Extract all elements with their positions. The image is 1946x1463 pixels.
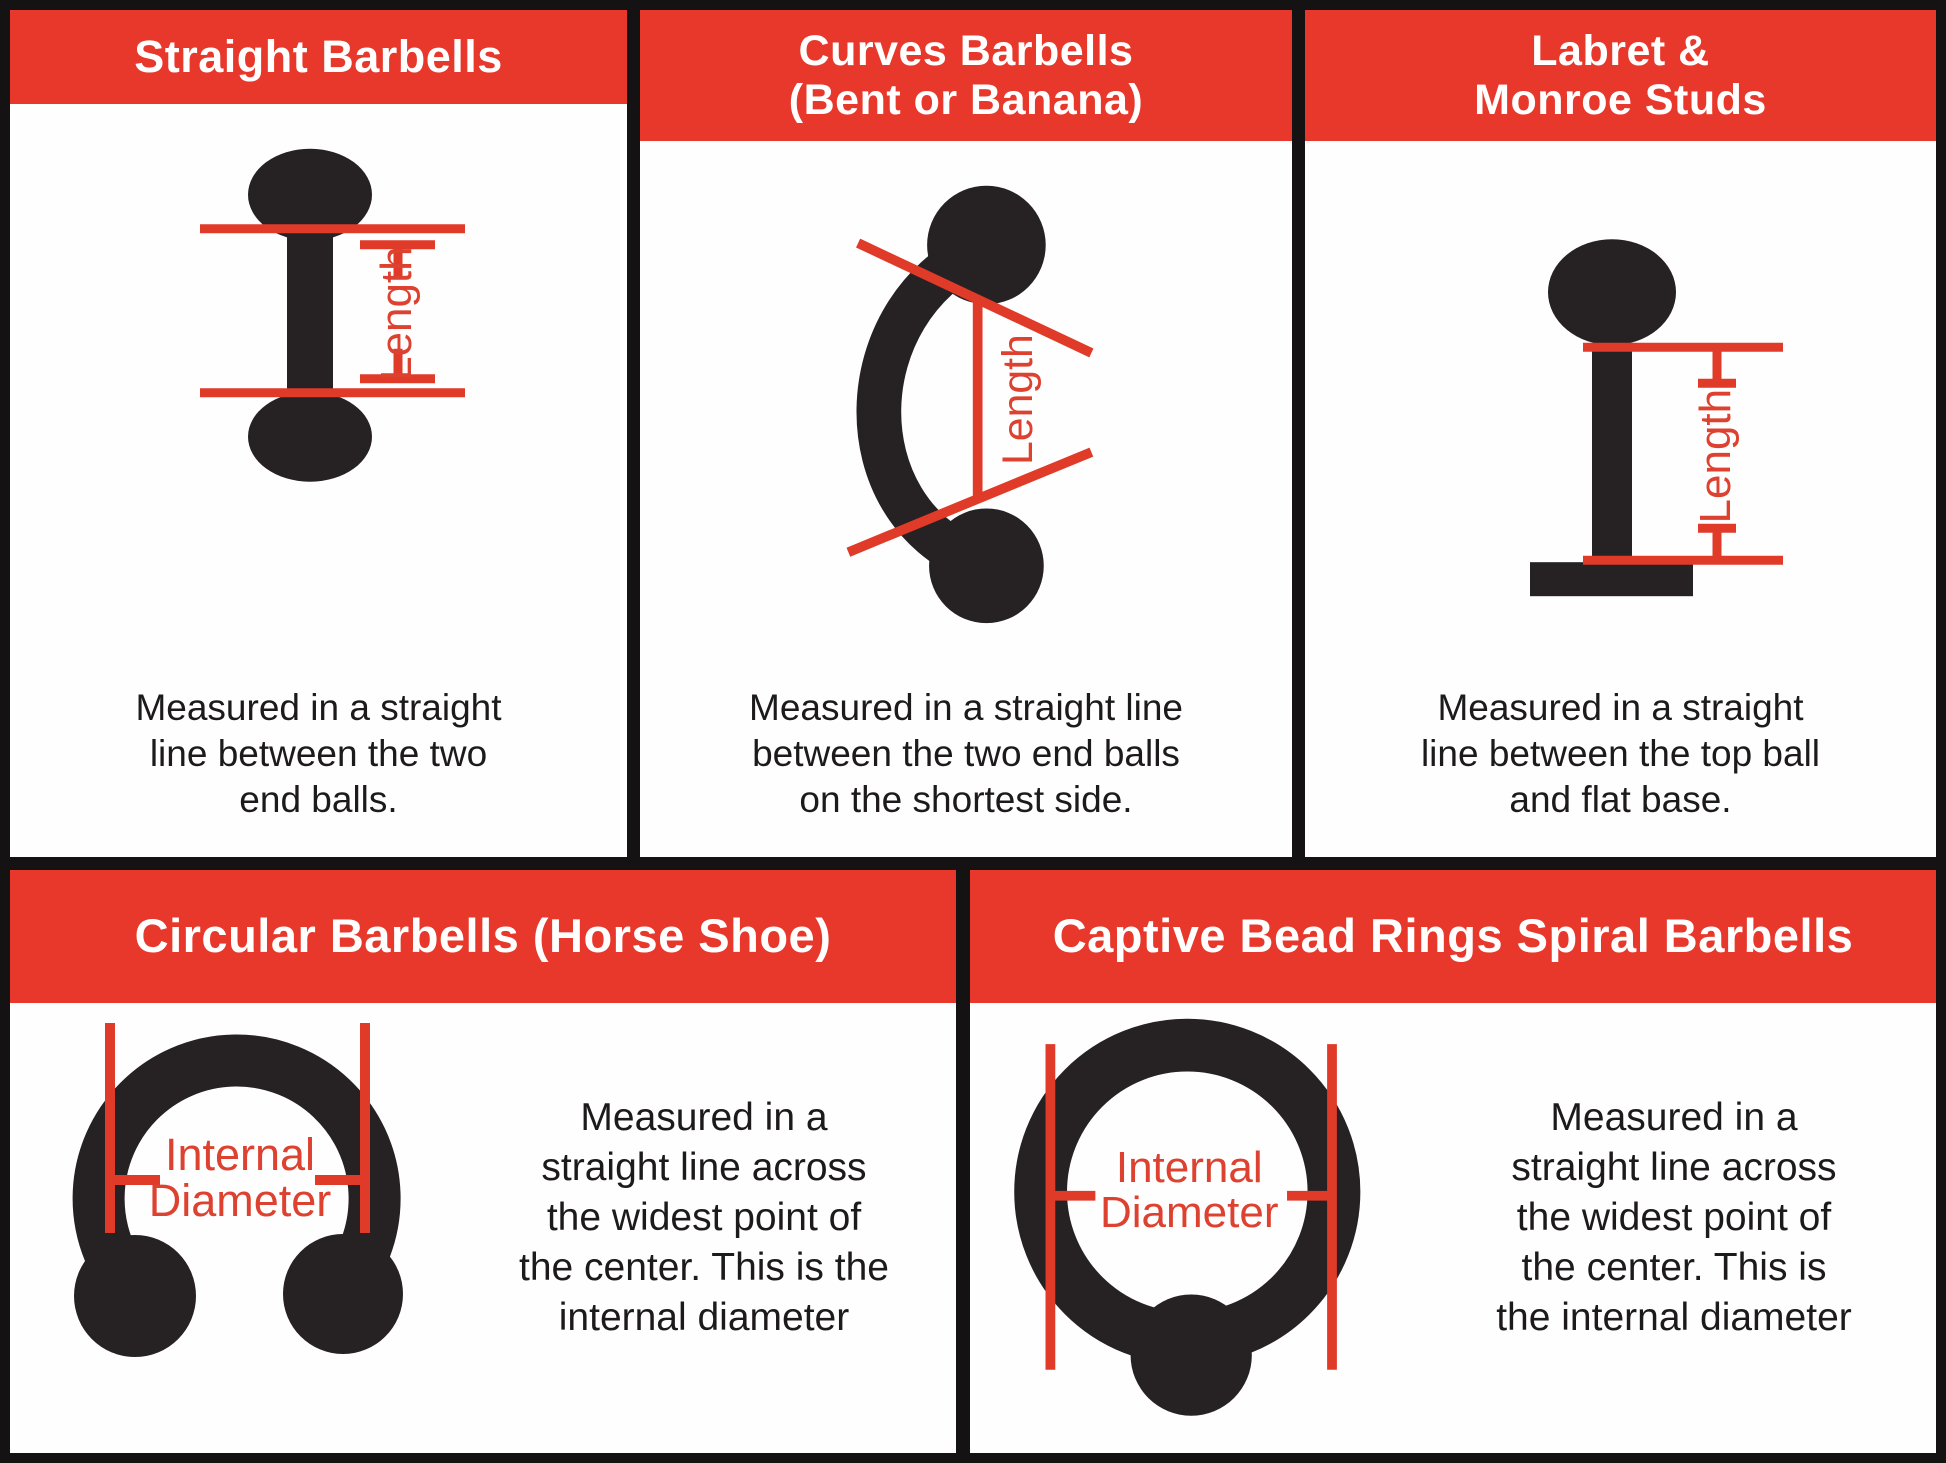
panel-description (1315, 685, 1926, 823)
flat-base (1530, 562, 1693, 596)
panel-title: Straight Barbells (134, 30, 503, 82)
internal-diameter-label-line2: Diameter (1099, 1188, 1279, 1238)
description-line: Measured in a straight (1437, 687, 1804, 729)
bead-ring-illustration (980, 1012, 1420, 1444)
straight-barbell-figure (10, 104, 627, 685)
panel-captive-bead-rings (970, 870, 1936, 1453)
left-ball (74, 1235, 196, 1357)
panel-body (10, 1003, 956, 1453)
panel-header (640, 10, 1292, 141)
description-line: on the shortest side. (799, 779, 1133, 821)
description-line: the center. This is the (519, 1245, 889, 1289)
captive-bead (1131, 1294, 1252, 1415)
description-line: Measured in a straight (135, 687, 502, 729)
internal-diameter-label-line1: Internal (1115, 1143, 1263, 1193)
horseshoe-figure (10, 1003, 470, 1453)
panel-circular-barbells (10, 870, 956, 1453)
length-label: Length (1691, 388, 1740, 524)
description-line: internal diameter (558, 1295, 850, 1339)
labret-stud-figure (1305, 141, 1936, 685)
panel-title-line1: Labret & (1531, 27, 1710, 76)
bottom-ball (248, 392, 372, 482)
top-ball (1548, 239, 1676, 345)
panel-header (10, 870, 956, 1003)
panel-header (1305, 10, 1936, 141)
panel-title: Circular Barbells (Horse Shoe) (134, 909, 832, 963)
internal-diameter-label-line2: Diameter (148, 1175, 332, 1226)
panel-description (470, 1003, 956, 1453)
description-line: Measured in a (1550, 1096, 1798, 1140)
length-label: Length (994, 334, 1043, 465)
description-line: end balls. (239, 779, 398, 821)
panel-description (650, 685, 1282, 823)
description-line: straight line across (1511, 1146, 1837, 1190)
top-row (10, 10, 1936, 857)
panel-title-line1: Curves Barbells (798, 27, 1134, 76)
description-line: line between the top ball (1420, 733, 1821, 775)
curved-barbell-figure (640, 141, 1292, 685)
panel-body (970, 1003, 1936, 1453)
panel-title-line2: (Bent or Banana) (788, 75, 1144, 124)
description-line: the internal diameter (1496, 1295, 1852, 1339)
straight-barbell-illustration (10, 104, 627, 685)
bottom-row (10, 870, 1936, 1453)
description-line: line between the two (149, 733, 488, 775)
panel-header (10, 10, 627, 104)
description-line: Measured in a straight line (749, 687, 1183, 729)
horseshoe-illustration (20, 1012, 460, 1444)
panel-description (20, 685, 617, 823)
panel-title: Captive Bead Rings Spiral Barbells (1052, 909, 1854, 963)
labret-stud-illustration (1305, 141, 1936, 685)
panel-title-line2: Monroe Studs (1474, 75, 1767, 124)
description-line: and flat base. (1509, 779, 1732, 821)
description-line: the widest point of (1516, 1196, 1832, 1240)
panel-curved-barbells (640, 10, 1292, 857)
stud-post (1592, 343, 1632, 562)
panel-description (1430, 1003, 1936, 1453)
length-label: Length (372, 246, 421, 381)
panel-labret-monroe-studs (1305, 10, 1936, 857)
bottom-ball (929, 508, 1044, 623)
description-line: the widest point of (546, 1196, 862, 1240)
description-line: the center. This is (1521, 1245, 1827, 1289)
curved-barbell-illustration (640, 141, 1292, 685)
bead-ring-figure (970, 1003, 1430, 1453)
barbell-shaft (287, 233, 333, 391)
description-line: Measured in a (580, 1096, 828, 1140)
panel-straight-barbells (10, 10, 627, 857)
description-line: between the two end balls (752, 733, 1180, 775)
panel-header (970, 870, 1936, 1003)
description-line: straight line across (541, 1146, 867, 1190)
right-ball (283, 1234, 403, 1354)
internal-diameter-label-line1: Internal (164, 1129, 316, 1180)
